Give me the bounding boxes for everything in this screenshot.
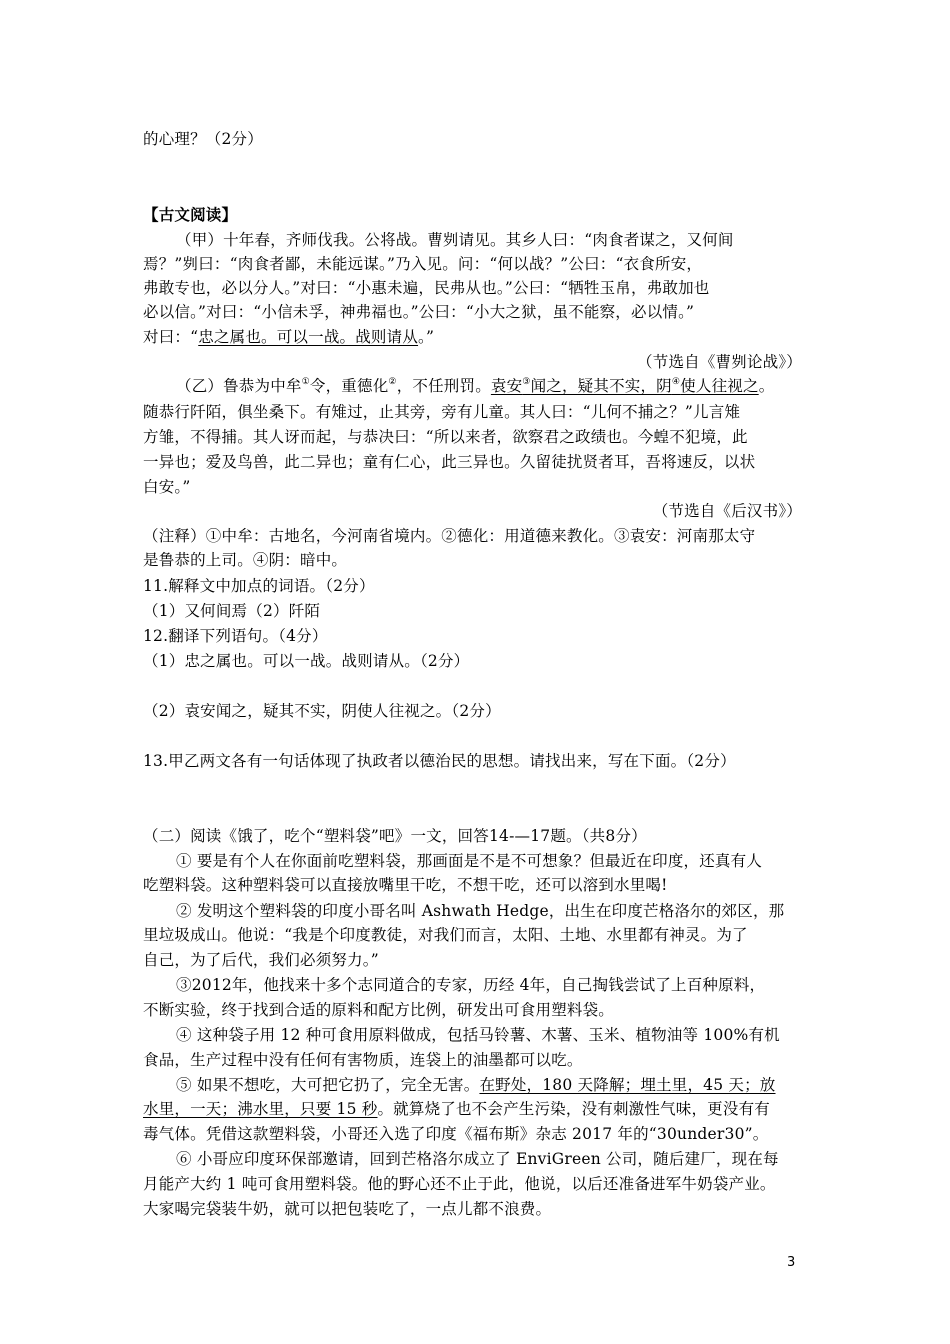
passage-yi-line: 白安。”	[143, 478, 191, 496]
passage-jia-line	[143, 327, 434, 347]
annotation-line: （注释）①中牟：古地名，今河南省境内。②德化：用道德来教化。③袁安：河南那太守	[143, 527, 756, 545]
text-span: 对曰：“	[143, 328, 199, 346]
text-span: 闻之，疑其不实，阴	[530, 377, 672, 395]
annotation-line: 是鲁恭的上司。④阴：暗中。	[143, 551, 348, 569]
passage-yi-line: 方雏，不得捕。其人讶而起，与恭决曰：“所以来者，欲察君之政绩也。今蝗不犯境，此	[143, 428, 748, 446]
paragraph-line: ② 发明这个塑料袋的印度小哥名叫 Ashwath Hedge，出生在印度芒格洛尔的郊区，那	[176, 902, 785, 920]
text-span: （乙）鲁恭为中牟	[176, 377, 302, 395]
text-span: 使人往视之	[680, 377, 759, 395]
text-span: 。就算烧了也不会产生污染，没有刺激性气味，更没有有	[377, 1100, 770, 1118]
paragraph-line: 毒气体。凭借这款塑料袋，小哥还入选了印度《福布斯》杂志 2017 年的“30under30”。	[143, 1125, 769, 1143]
passage-jia-line: 弗敢专也，必以分人。”对曰：“小惠未遍，民弗从也。”公曰：“牺牲玉帛，弗敢加也	[143, 279, 710, 297]
underlined-sentence: 水里，一天；沸水里，只要 15 秒	[143, 1100, 378, 1118]
text-span: 。”	[418, 328, 435, 346]
passage-yi-line: 一异也；爱及鸟兽，此二异也；童有仁心，此三异也。久留徒扰贤者耳，吾将速反，以状	[143, 453, 756, 471]
text-span: 袁安	[490, 377, 523, 395]
question-item: （1）又何间焉（2）阡陌	[143, 602, 321, 620]
paragraph-line: ⑥ 小哥应印度环保部邀请，回到芒格洛尔成立了 EnviGreen 公司，随后建厂，现在每	[176, 1150, 779, 1168]
passage-yi-line: 随恭行阡陌，俱坐桑下。有雉过，止其旁，旁有儿童。其人曰：“儿何不捕之？”儿言雉	[143, 403, 741, 421]
paragraph-line: 月能产大约 1 吨可食用塑料袋。他的野心还不止于此，他说，以后还准备进军牛奶袋产业。	[143, 1175, 776, 1193]
paragraph-line: ④ 这种袋子用 12 种可食用原料做成，包括马铃薯、木薯、玉米、植物油等 100%有机	[176, 1026, 780, 1044]
footnote-mark: ④	[671, 377, 681, 387]
paragraph-line: 吃塑料袋。这种塑料袋可以直接放嘴里干吃，不想干吃，还可以溶到水里喝!	[143, 876, 668, 894]
footnote-mark: ①	[301, 377, 310, 387]
prev-question-tail: 的心理？（2分）	[143, 130, 263, 148]
question-title: 11.解释文中加点的词语。（2分）	[143, 577, 375, 595]
paragraph-line	[176, 1075, 776, 1095]
paragraph-line: ① 要是有个人在你面前吃塑料袋，那画面是不是不可想象？但最近在印度，还真有人	[176, 852, 763, 870]
paragraph-line	[143, 1099, 770, 1119]
paragraph-line: 大家喝完袋装牛奶，就可以把包装吃了，一点儿都不浪费。	[143, 1200, 552, 1218]
footnote-mark: ②	[388, 377, 397, 387]
question-13-title: 13.甲乙两文各有一句话体现了执政者以德治民的思想。请找出来，写在下面。（2分）	[143, 752, 736, 770]
underlined-sentence: 在野处，180 天降解；埋土里，45 天；放	[479, 1076, 776, 1094]
paragraph-line: ③2012年，他找来十多个志同道合的专家，历经 4年，自己掏钱尝试了上百种原料，	[176, 976, 766, 994]
question-title: 12.翻译下列语句。（4分）	[143, 627, 328, 645]
question-item: （1）忠之属也。可以一战。战则请从。（2分）	[143, 652, 470, 670]
classical-reading-heading: 【古文阅读】	[143, 205, 238, 224]
question-item: （2）袁安闻之，疑其不实，阴使人往视之。（2分）	[143, 702, 501, 720]
modern-reading-heading: （二）阅读《饿了，吃个“塑料袋”吧》一文，回答14-—17题。（共8分）	[143, 827, 647, 845]
passage-jia-line: （甲）十年春，齐师伐我。公将战。曹刿请见。其乡人曰：“肉食者谋之，又何间	[176, 231, 734, 249]
paragraph-line: 里垃圾成山。他说：“我是个印度教徒，对我们而言，太阳、土地、水里都有神灵。为了	[143, 926, 748, 944]
text-span: 。	[758, 377, 775, 395]
paragraph-line: 不断实验，终于找到合适的原料和配方比例，研发出可食用塑料袋。	[143, 1001, 615, 1019]
passage-jia-line: 必以信。”对曰：“小信未孚，神弗福也。”公曰：“小大之狱，虽不能察，必以情。”	[143, 303, 695, 321]
text-span: 令，重德化	[309, 377, 389, 395]
source-citation: （节选自《后汉书》）	[652, 502, 802, 520]
underlined-sentence: 忠之属也。可以一战。战则请从	[198, 328, 419, 346]
passage-yi-line	[176, 376, 774, 396]
text-span: ，不任刑罚。	[396, 377, 491, 395]
underlined-sentence	[491, 377, 759, 395]
footnote-mark: ③	[522, 377, 531, 387]
paragraph-line: 食品，生产过程中没有任何有害物质，连袋上的油墨都可以吃。	[143, 1051, 583, 1069]
text-span: ⑤ 如果不想吃，大可把它扔了，完全无害。	[176, 1076, 480, 1094]
paragraph-line: 自己，为了后代，我们必须努力。”	[143, 951, 379, 969]
passage-jia-line: 焉？”刿曰：“肉食者鄙，未能远谋。”乃入见。问：“何以战？”公曰：“衣食所安，	[143, 255, 703, 273]
source-citation: （节选自《曹刿论战》）	[637, 353, 802, 371]
page-number: 3	[787, 1255, 796, 1270]
